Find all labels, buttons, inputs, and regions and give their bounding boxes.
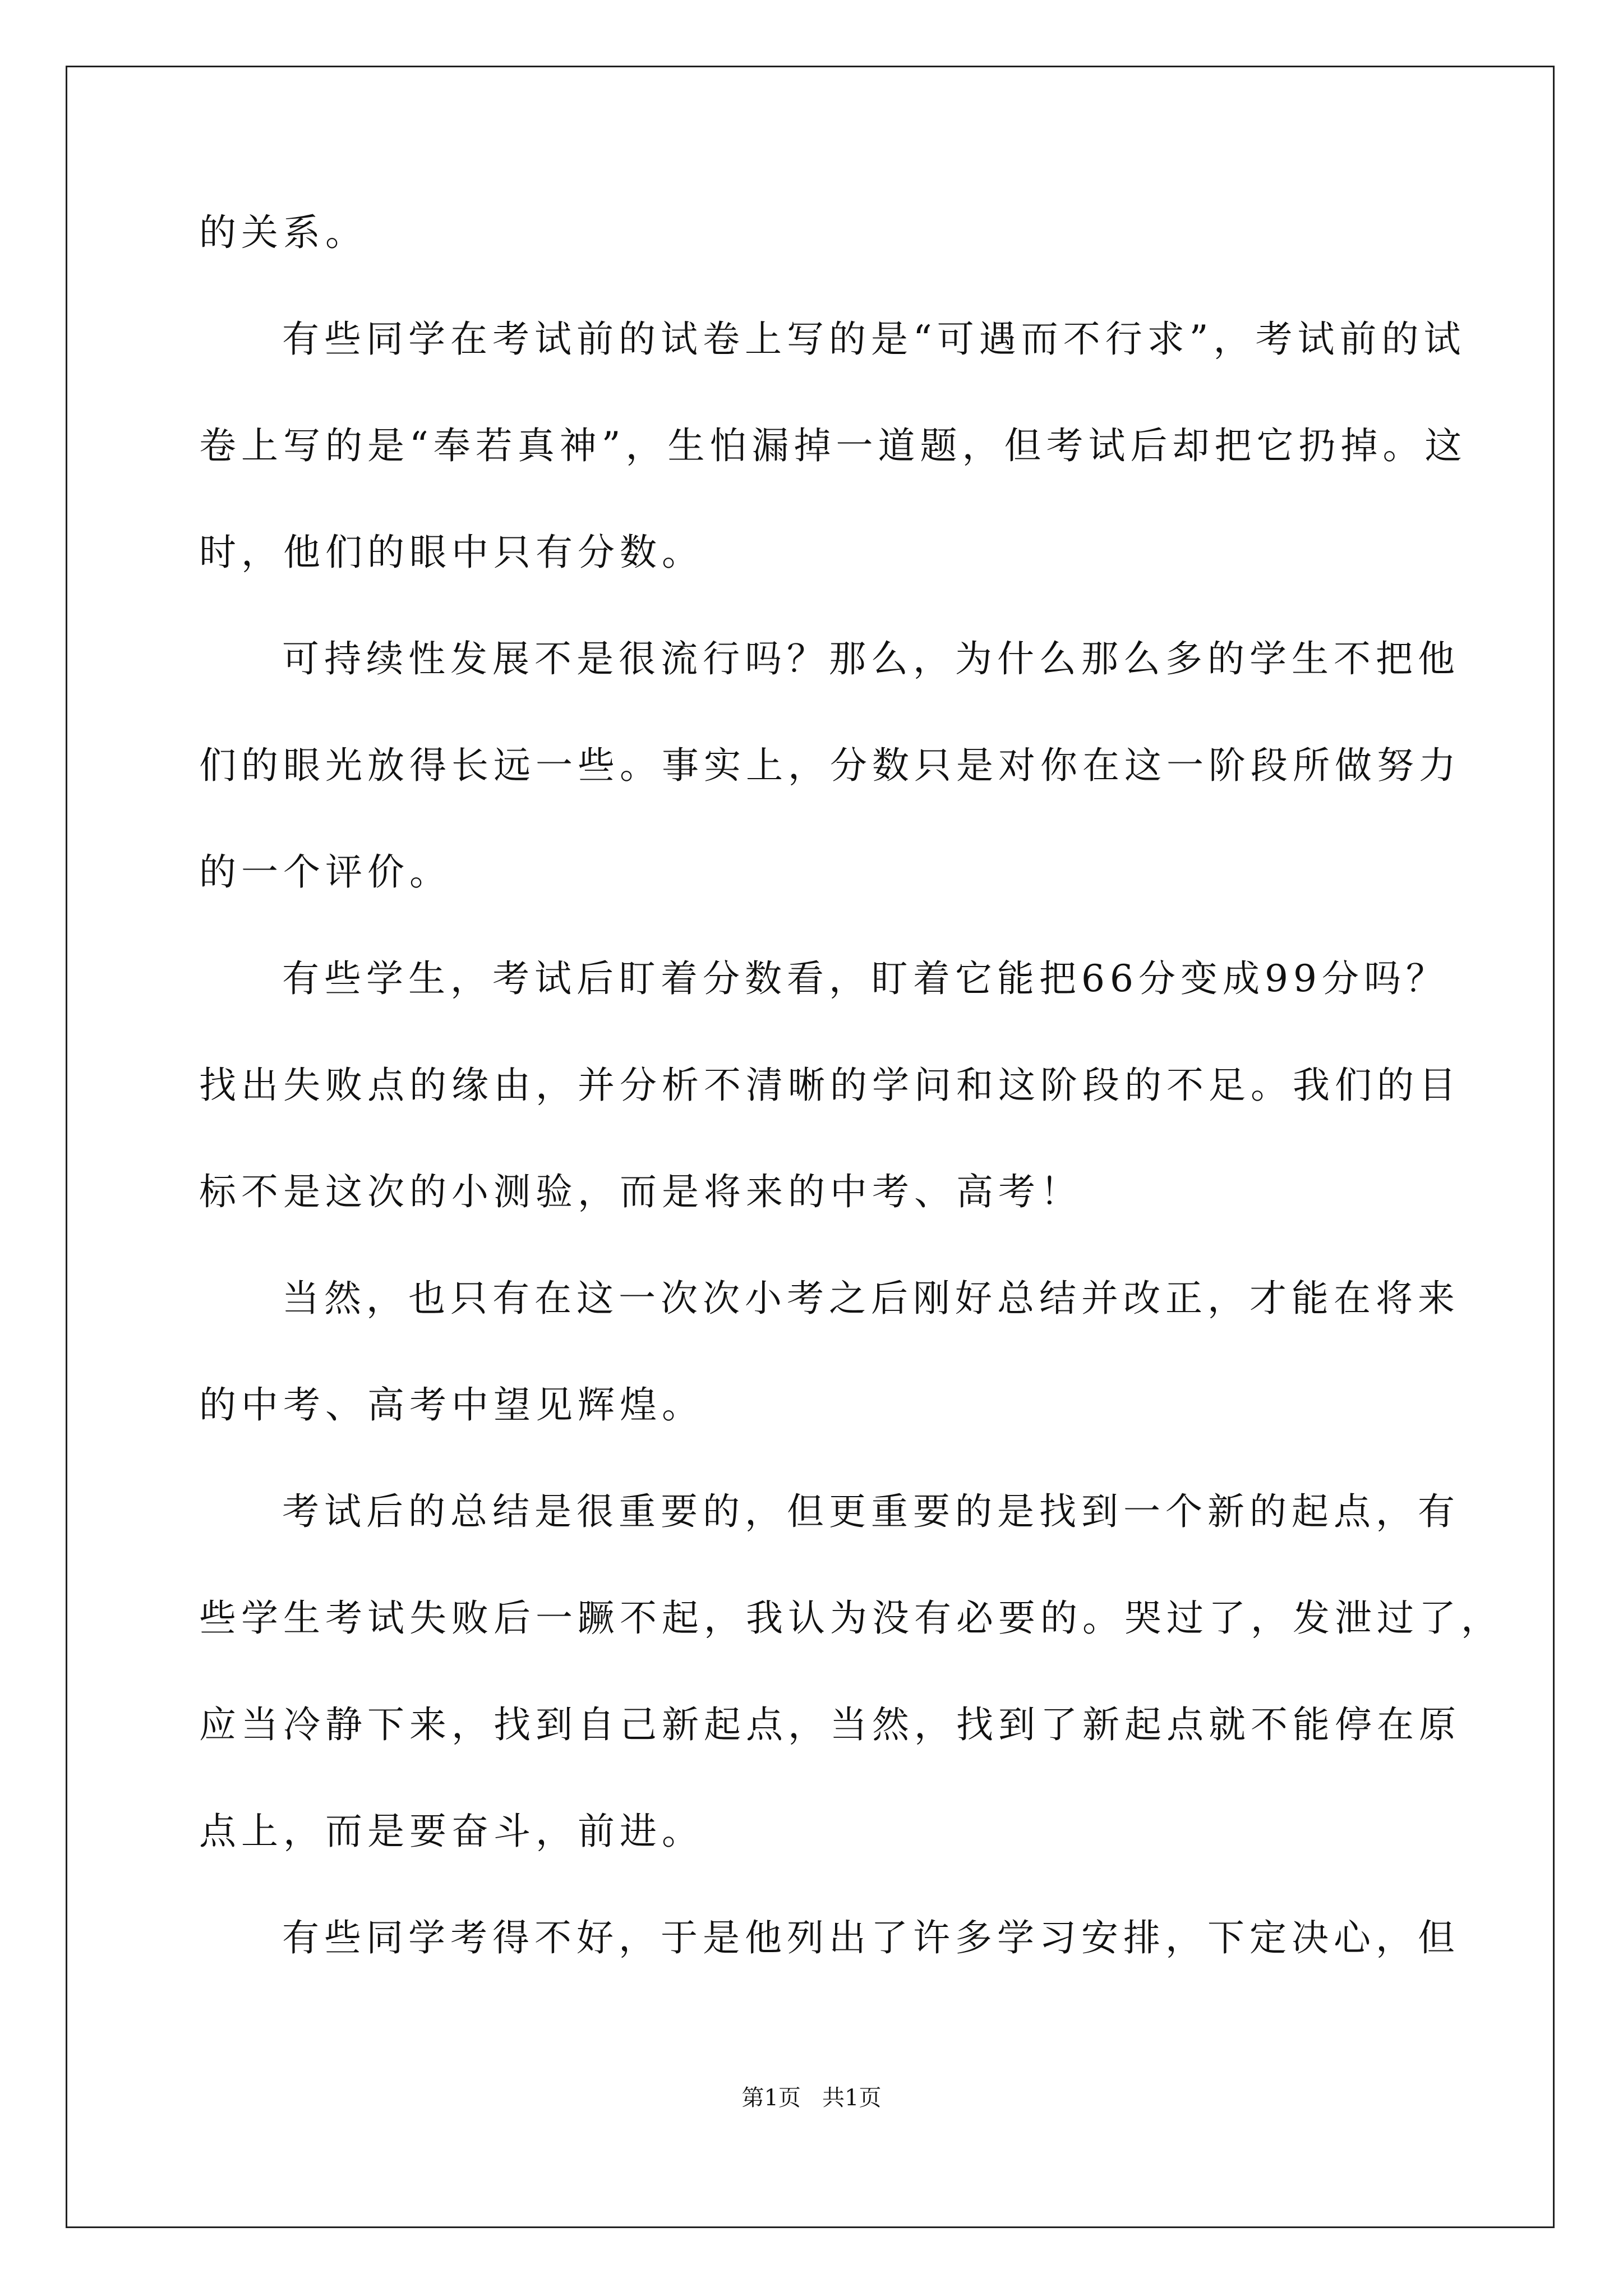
text-line: 时，他们的眼中只有分数。 xyxy=(199,531,704,574)
paragraph-first-line: 当然，也只有在这一次次小考之后刚好总结并改正，才能在将来 xyxy=(282,1277,1460,1320)
text-line: 找出失败点的缘由，并分析不清晰的学问和这阶段的不足。我们的目 xyxy=(199,1064,1461,1107)
paragraph-first-line: 可持续性发展不是很流行吗？那么，为什么那么多的学生不把他 xyxy=(282,637,1460,680)
text-line: 的关系。 xyxy=(199,211,367,254)
paragraph-first-line: 考试后的总结是很重要的，但更重要的是找到一个新的起点，有 xyxy=(282,1490,1460,1533)
paragraph-first-line: 有些学生，考试后盯着分数看，盯着它能把66分变成99分吗？ xyxy=(282,957,1448,1000)
page-border xyxy=(66,66,1555,2228)
text-line: 的一个评价。 xyxy=(199,850,451,894)
paragraph-first-line: 有些同学在考试前的试卷上写的是“可遇而不行求”，考试前的试 xyxy=(282,318,1466,361)
text-line: 们的眼光放得长远一些。事实上，分数只是对你在这一阶段所做努力 xyxy=(199,744,1461,787)
text-line: 的中考、高考中望见辉煌。 xyxy=(199,1383,704,1427)
text-line: 点上，而是要奋斗，前进。 xyxy=(199,1810,704,1853)
paragraph-first-line: 有些同学考得不好，于是他列出了许多学习安排，下定决心，但 xyxy=(282,1916,1460,1959)
text-line: 标不是这次的小测验，而是将来的中考、高考！ xyxy=(199,1170,1082,1213)
page-footer: 第1页 共1页 xyxy=(741,2085,882,2111)
text-line: 卷上写的是“奉若真神”，生怕漏掉一道题，但考试后却把它扔掉。这 xyxy=(199,424,1467,467)
text-line: 些学生考试失败后一蹶不起，我认为没有必要的。哭过了，发泄过了， xyxy=(199,1596,1503,1640)
text-line: 应当冷静下来，找到自己新起点，当然，找到了新起点就不能停在原 xyxy=(199,1703,1461,1746)
